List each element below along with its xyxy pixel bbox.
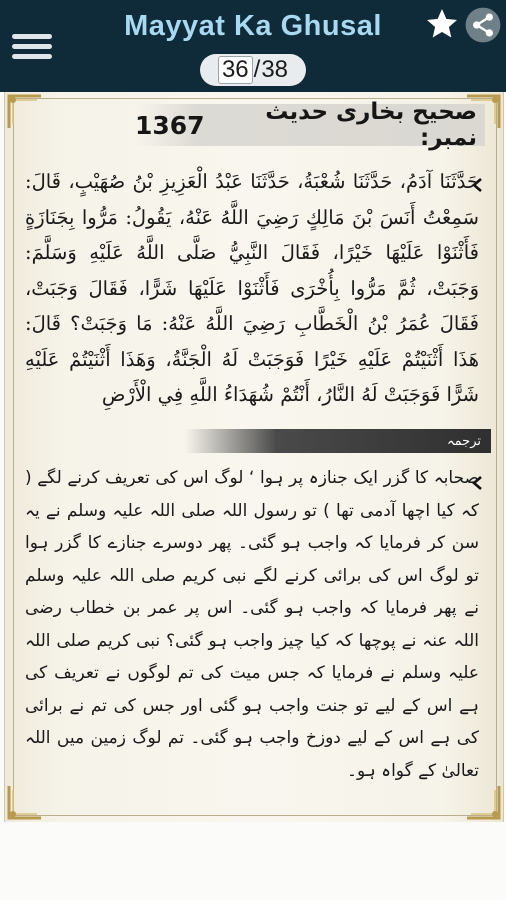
corner-ornament-icon <box>7 94 43 130</box>
urdu-translation-text: صحابہ کا گزر ایک جنازہ پر ہوا ‘ لوگ اس کی تعریف کرنے لگے ( کہ کیا اچھا آدمی تھا ) تو رسول اللہ صلی اللہ علیہ وسلم نے یہ سن کر فرمایا کہ واجب ہو گئی۔ پھر دوسرے جنازے کا گزر ہوا تو لوگ اس کی برائی کرنے لگے نبی کریم صلی اللہ علیہ وسلم نے پھر فرمایا کہ واجب ہو گئی۔ اس پر عمر بن خطاب رضی اللہ عنہ نے پوچھا کہ کیا چیز واجب ہو گئی؟ نبی کریم صلی اللہ علیہ وسلم نے فرمایا کہ جس میت کی تم لوگوں نے تعریف کی ہے اس کے لیے تو جنت واجب ہو گئی اور جس کی تم نے برائی کی ہے اس کے لیے دوزخ واجب ہو گئی۔ تم لوگ زمین میں اللہ تعالیٰ کے گواہ ہو۔ <box>25 468 479 781</box>
hadith-source-label: صحیح بخاری حدیث نمبر: <box>265 99 477 151</box>
total-pages: 38 <box>261 56 289 83</box>
page-separator: / <box>253 56 261 83</box>
translation-label: ترجمہ <box>447 433 481 449</box>
hadith-card <box>4 92 504 822</box>
app-bar <box>0 0 506 92</box>
arabic-hadith-text: حَدَّثَنَا آدَمُ، حَدَّثَنَا شُعْبَةُ، حَدَّثَنَا عَبْدُ الْعَزِيزِ بْنُ صُهَيْبٍ، قَالَ: سَمِعْتُ أَنَسَ بْنَ مَالِكٍ رَضِيَ اللَّهُ عَنْهُ، يَقُولُ: مَرُّوا بِجَنَازَةٍ فَأَثْنَوْا عَلَيْهَا خَيْرًا، فَقَالَ النَّبِيُّ صَلَّى اللَّهُ عَلَيْهِ وَسَلَّمَ: وَجَبَتْ، ثُمَّ مَرُّوا بِأُخْرَى فَأَثْنَوْا عَلَيْهَا شَرًّا، فَقَالَ وَجَبَتْ، فَقَالَ عُمَرُ بْنُ الْخَطَّابِ رَضِيَ اللَّهُ عَنْهُ: مَا وَجَبَتْ؟ قَالَ: هَذَا أَثْنَيْتُمْ عَلَيْهِ خَيْرًا فَوَجَبَتْ لَهُ الْجَنَّةُ، وَهَذَا أَثْنَيْتُمْ عَلَيْهِ شَرًّا فَوَجَبَتْ لَهُ النَّارُ، أَنْتُمْ شُهَدَاءُ اللَّهِ فِي الْأَرْضِ <box>25 170 479 406</box>
corner-ornament-icon <box>7 784 43 820</box>
hadith-number: 1367 <box>135 110 205 140</box>
hadith-number-header <box>135 99 485 151</box>
star-icon[interactable] <box>424 6 460 42</box>
page-counter[interactable] <box>200 54 306 86</box>
translation-section-header <box>185 429 491 453</box>
bottom-blank-area <box>0 822 506 900</box>
corner-ornament-icon <box>465 784 501 820</box>
app-title: Mayyat Ka Ghusal <box>124 10 382 42</box>
current-page-number[interactable]: 36 <box>218 56 253 84</box>
share-icon[interactable] <box>464 6 502 44</box>
